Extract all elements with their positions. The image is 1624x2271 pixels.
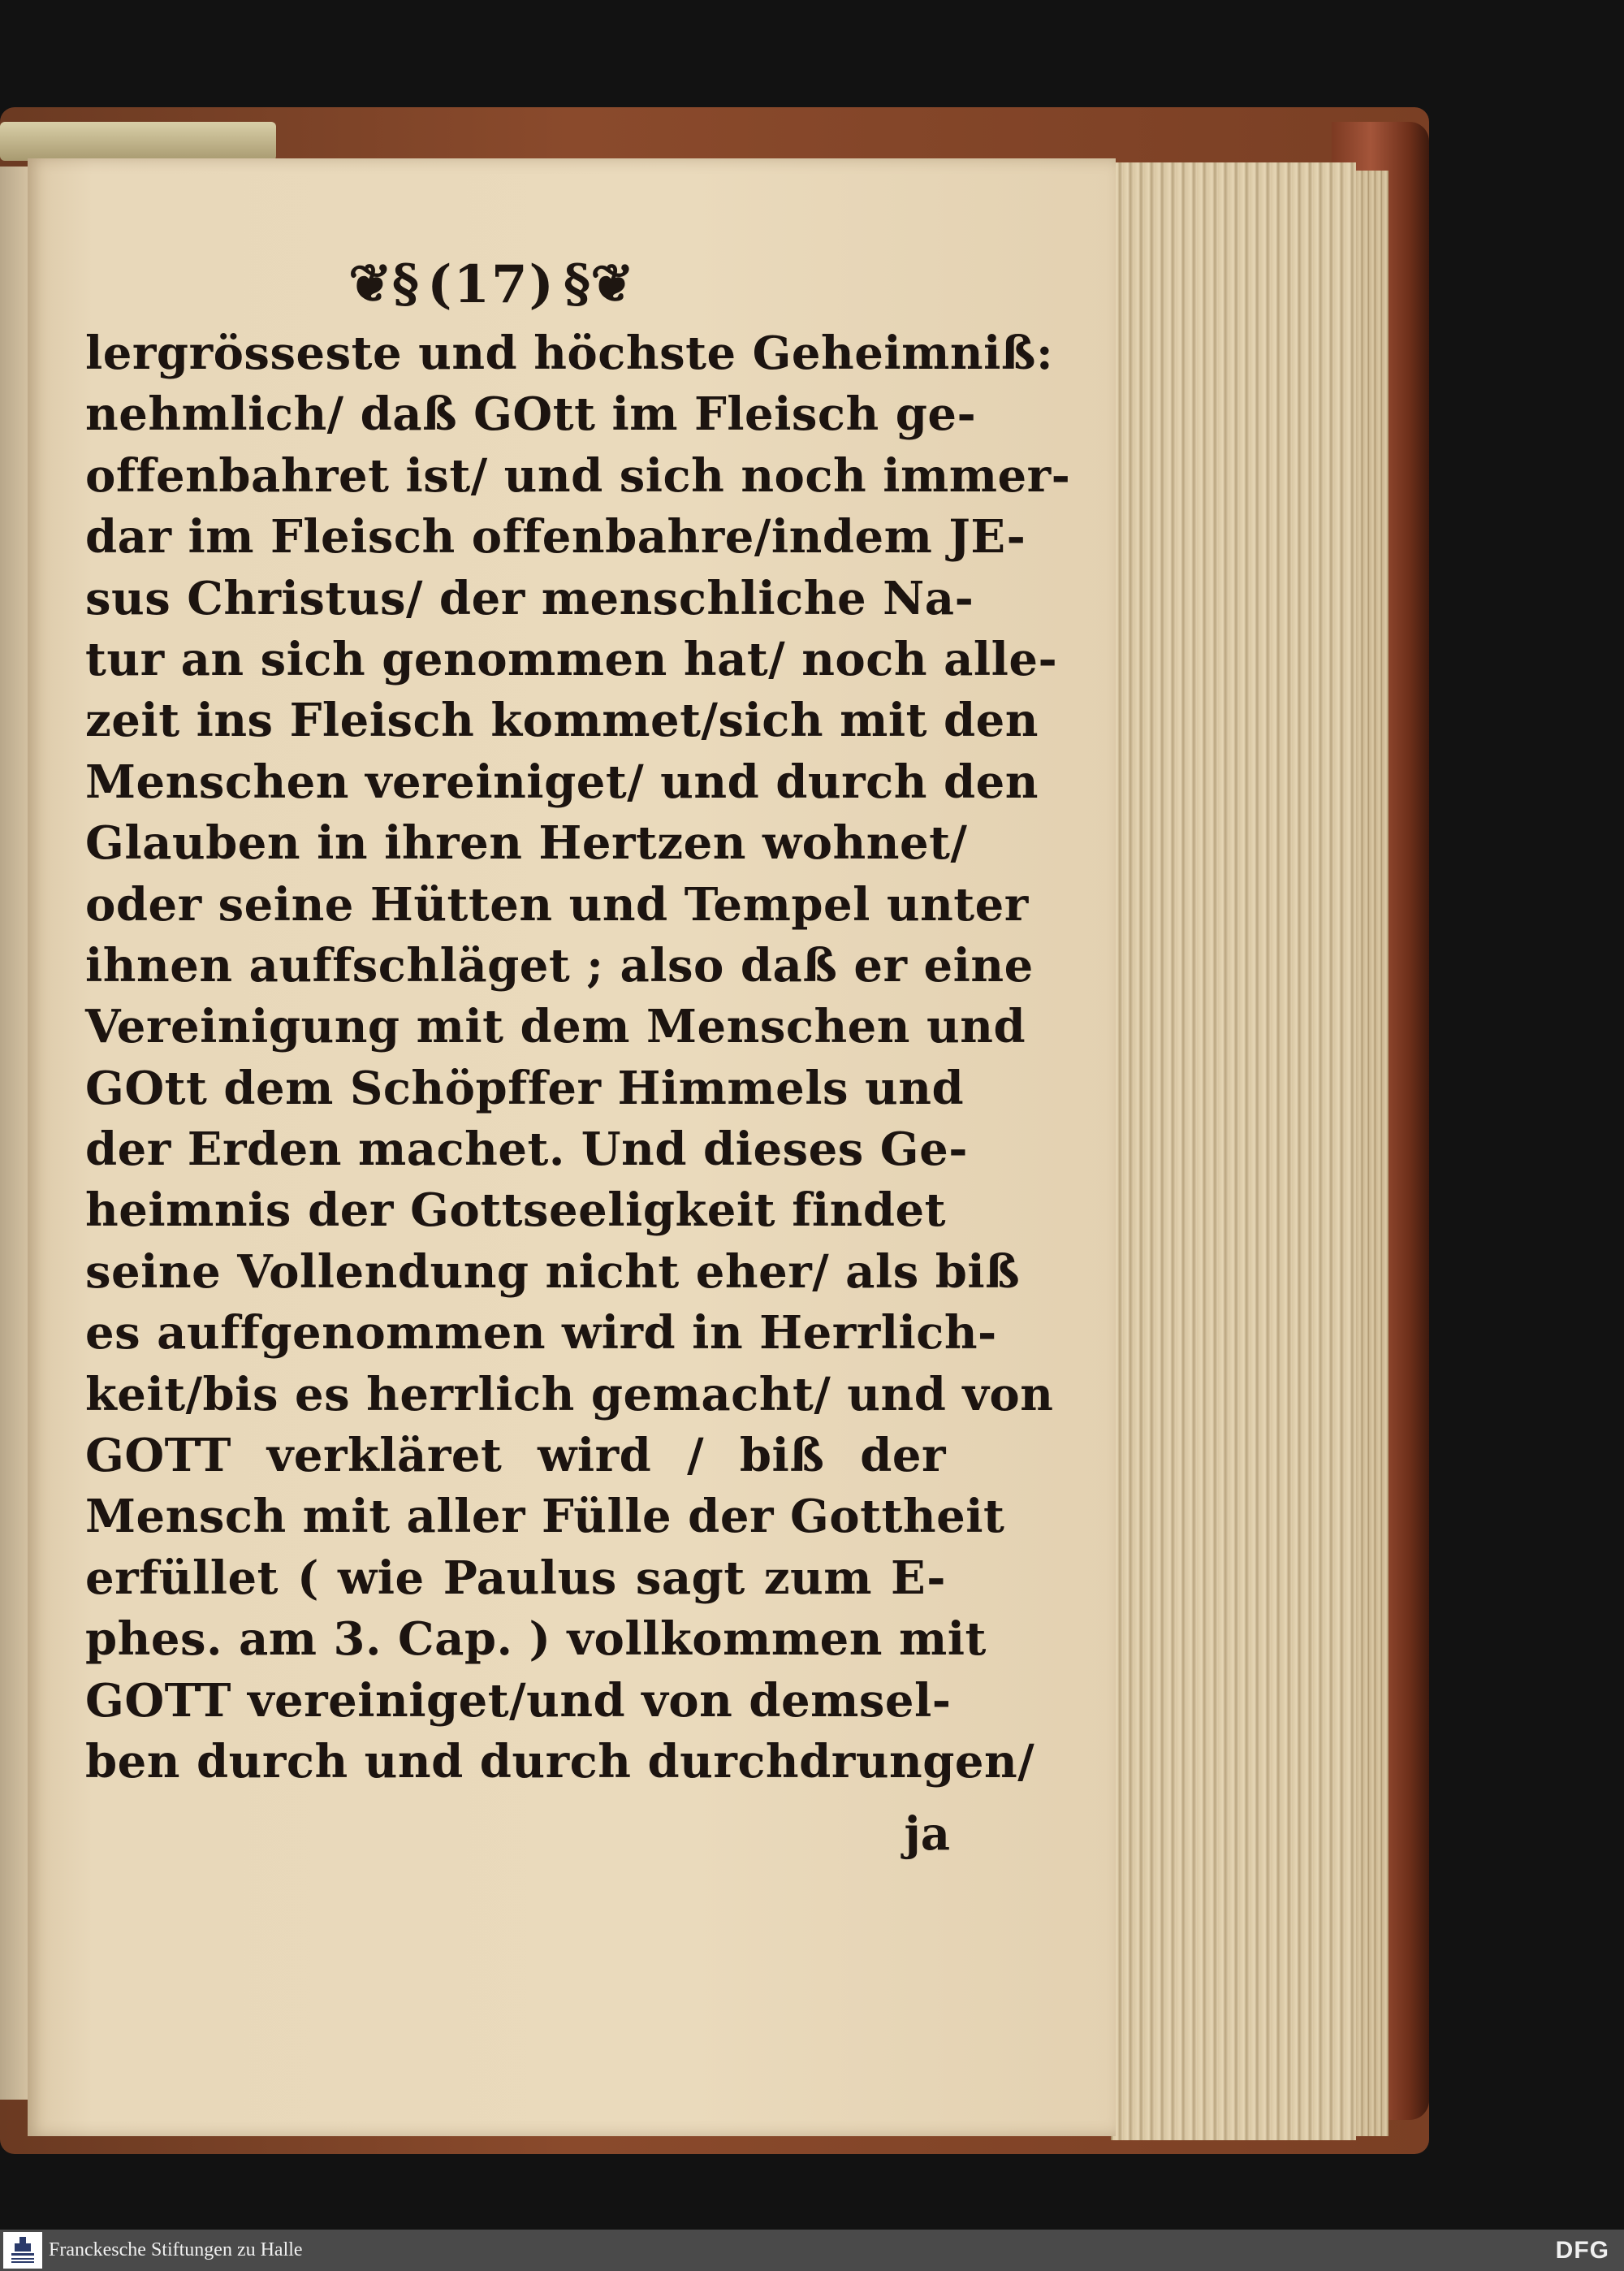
text-line: ihnen auffschläget ; also daß er eine xyxy=(85,938,1034,993)
institution-name: Franckesche Stiftungen zu Halle xyxy=(49,2239,303,2260)
text-line: erfüllet ( wie Paulus sagt zum E- xyxy=(85,1551,946,1605)
text-line: oder seine Hütten und Tempel unter xyxy=(85,877,1029,932)
text-line: keit/bis es herrlich gemacht/ und von xyxy=(85,1367,1054,1421)
text-line: es auffgenommen wird in Herrlich- xyxy=(85,1306,997,1360)
text-line: zeit ins Fleisch kommet/sich mit den xyxy=(85,694,1039,748)
ornament-right: §❦ xyxy=(563,253,634,314)
page-block-edges xyxy=(1111,162,1356,2140)
text-line: dar im Fleisch offenbahre/indem JE- xyxy=(85,510,1026,565)
page-header xyxy=(329,248,654,321)
text-line: GOTT vereiniget/und von demsel- xyxy=(85,1673,952,1728)
catchword: ja xyxy=(904,1807,950,1861)
text-line: heimnis der Gottseeligkeit findet xyxy=(85,1183,946,1238)
dfg-logo: DFG xyxy=(1555,2237,1609,2264)
ornament-left: ❦§ xyxy=(348,253,420,314)
text-line: tur an sich genommen hat/ noch alle- xyxy=(85,632,1058,686)
text-line: offenbahret ist/ und sich noch immer- xyxy=(85,448,1071,503)
text-line: ben durch und durch durchdrungen/ xyxy=(85,1734,1035,1789)
text-line: Mensch mit aller Fülle der Gottheit xyxy=(85,1490,1005,1544)
text-line: seine Vollendung nicht eher/ als biß xyxy=(85,1244,1021,1299)
text-line: Glauben in ihren Hertzen wohnet/ xyxy=(85,816,968,871)
text-line: GOtt dem Schöpffer Himmels und xyxy=(85,1061,965,1115)
page-number: (17) xyxy=(427,253,555,315)
institution-logo-icon xyxy=(3,2232,42,2269)
text-line: Menschen vereiniget/ und durch den xyxy=(85,755,1039,809)
text-line: sus Christus/ der menschliche Na- xyxy=(85,571,974,625)
text-line: phes. am 3. Cap. ) vollkommen mit xyxy=(85,1612,987,1667)
text-line: lergrösseste und höchste Geheimniß: xyxy=(85,327,1054,380)
text-line: der Erden machet. Und dieses Ge- xyxy=(85,1123,968,1177)
page-text xyxy=(85,323,1071,1793)
text-line: GOTT verkläret wird / biß der xyxy=(85,1429,946,1483)
viewer-footer-bar xyxy=(0,2230,1624,2271)
book-spine-binding xyxy=(0,122,276,161)
text-line: Vereinigung mit dem Menschen und xyxy=(85,1000,1026,1054)
text-line: nehmlich/ daß GOtt im Fleisch ge- xyxy=(85,387,977,442)
